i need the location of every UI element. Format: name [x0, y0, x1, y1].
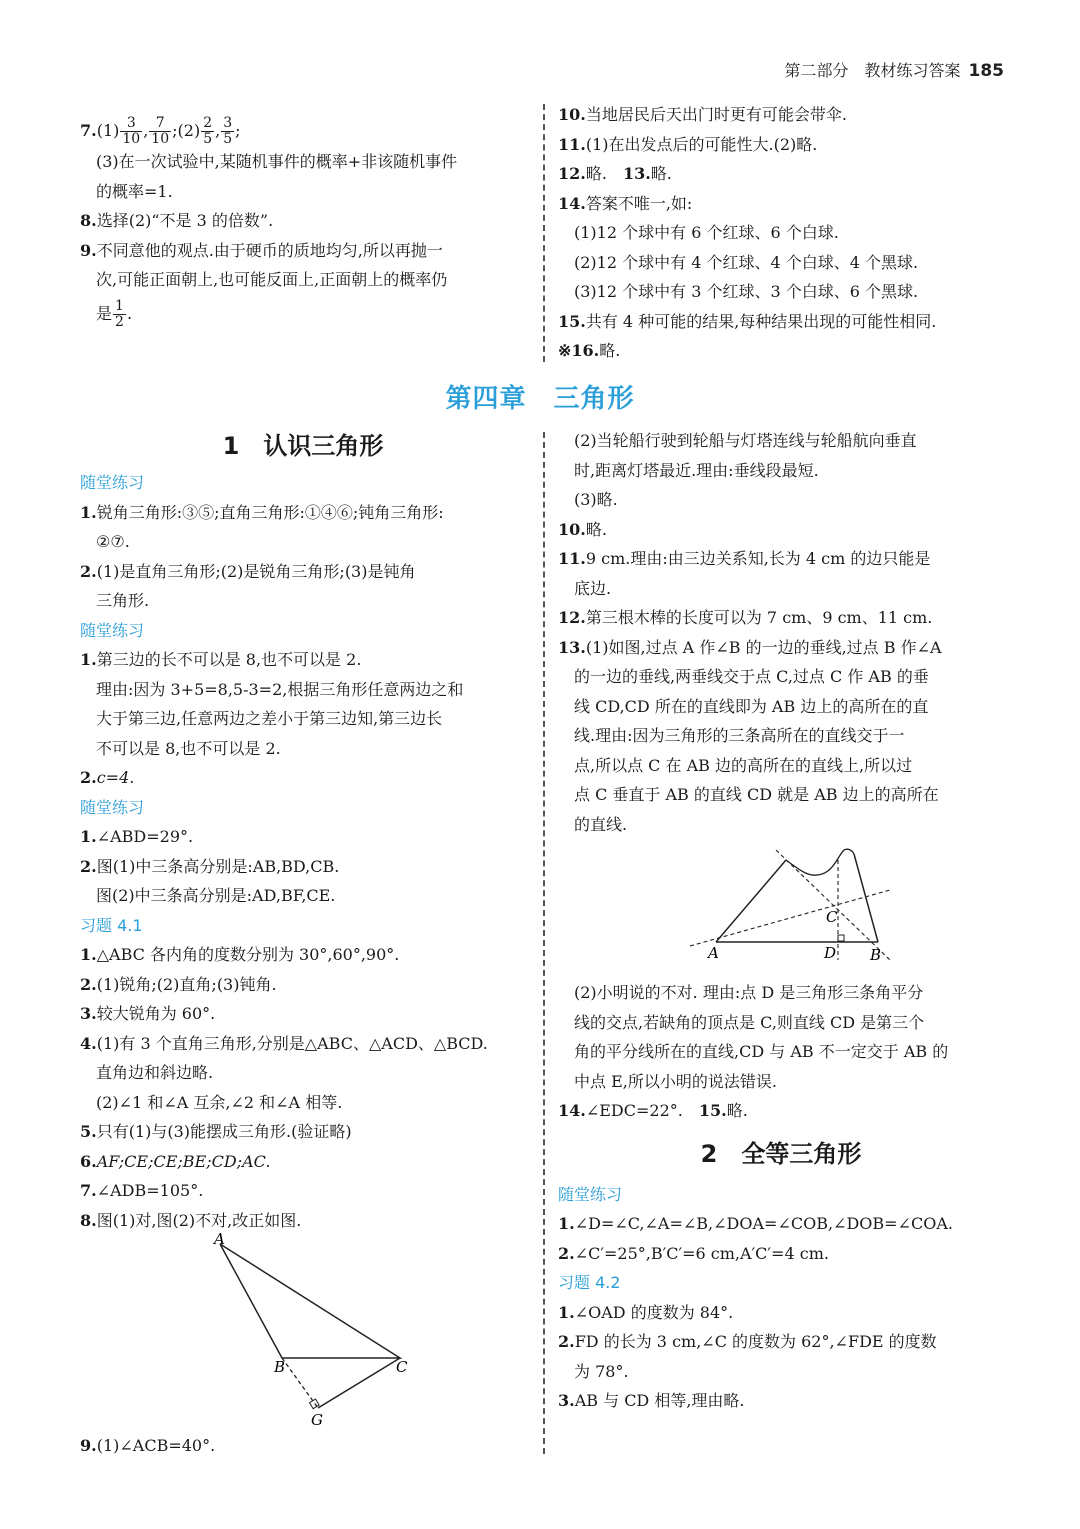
exercise-answer-9: 9.(1)∠ACB=40°. [80, 1436, 216, 1455]
exercise-4-2-answer-2: 2.FD 的长为 3 cm,∠C 的度数为 62°,∠FDE 的度数 [558, 1332, 937, 1351]
vertex-label-g: G [311, 1411, 323, 1428]
right-angle-mark-d [838, 935, 844, 941]
answer-7-line-2: (3)在一次试验中,某随机事件的概率+非该随机事件 [96, 152, 458, 171]
answer-11: 11.(1)在出发点后的可能性大.(2)略. [558, 134, 818, 154]
perpendicular-from-a [690, 890, 890, 946]
left-side [716, 860, 786, 942]
fraction: $\frac{1}{2}$ [115, 297, 124, 330]
answer-14-2: (2)12 个球中有 4 个红球、4 个白球、4 个黑球. [574, 252, 919, 272]
practice-2-answer-1-line-2: 理由:因为 3+5=8,5-3=2,根据三角形任意两边之和 [96, 679, 464, 699]
answer-7: 7.(1) $\frac{3}{10}$ , $\frac{7}{10}$ ;(2) $\frac{2}{5}$ , $\frac{3}{5}$ ; [80, 115, 241, 147]
chapter-title: 第四章 三角形 [445, 384, 635, 414]
subheading-practice: 随堂练习 [80, 473, 145, 492]
segment-cg [318, 1358, 400, 1408]
answer-9-line-2: 次,可能正面朝上,也可能反面上,正面朝上的概率仍 [96, 270, 448, 289]
exercise-answer-8: 8.图(1)对,图(2)不对,改正如图. [80, 1210, 302, 1230]
answer-11-line-2: 底边. [574, 578, 612, 598]
answer-13-2-line-4: 中点 E,所以小明的说法错误. [574, 1071, 777, 1091]
practice-3-answer-2-line-2: 图(2)中三条高分别是:AD,BF,CE. [96, 886, 336, 905]
section-title-1: 1 认识三角形 [222, 432, 384, 460]
triangle-figure-2 [690, 842, 910, 966]
exercise-answer-5: 5.只有(1)与(3)能摆成三角形.(验证略) [80, 1122, 352, 1141]
fraction: $\frac{3}{10}$ [122, 115, 141, 147]
point-label-d: D [824, 944, 837, 962]
practice-3-answer-2: 2.图(1)中三条高分别是:AB,BD,CB. [80, 856, 340, 876]
exercise-answer-2: 2.(1)锐角;(2)直角;(3)钝角. [80, 974, 277, 994]
answer-9-line-3: 是 $\frac{1}{2}$ . [96, 297, 133, 330]
exercise-answer-4-line-2: 直角边和斜边略. [96, 1063, 214, 1082]
vertex-label-a: A [708, 944, 719, 962]
practice-2-answer-1: 1.第三边的长不可以是 8,也不可以是 2. [80, 650, 362, 669]
answer-13-line-4: 线.理由:因为三角形的三条高所在的直线交于一 [574, 726, 905, 745]
fraction: $\frac{2}{5}$ [203, 115, 213, 147]
subheading-practice: 随堂练习 [80, 620, 145, 640]
answer-9-2-line-2: 时,距离灯塔最近.理由:垂线段最短. [574, 460, 819, 480]
answer-15: 15.共有 4 种可能的结果,每种结果出现的可能性相同. [558, 311, 937, 331]
top-right-column [558, 100, 1004, 366]
subheading-exercise-4-2: 习题 4.2 [558, 1273, 621, 1292]
exercise-4-2-answer-3: 3.AB 与 CD 相等,理由略. [558, 1391, 745, 1410]
answer-10: 10.当地居民后天出门时更有可能会带伞. [558, 105, 847, 124]
practice-1-answer-1-line-2: ②⑦. [96, 532, 130, 551]
fraction: $\frac{7}{10}$ [151, 115, 170, 147]
practice-4-answer-1: 1.∠D=∠C,∠A=∠B,∠DOA=∠COB,∠DOB=∠COA. [558, 1214, 953, 1233]
right-column [558, 426, 1004, 839]
triangle-abc [220, 1244, 400, 1358]
vertex-label-c: C [396, 1358, 408, 1376]
header-text: 第二部分 教材练习答案 [784, 61, 961, 80]
answer-14-3: (3)12 个球中有 3 个红球、3 个白球、6 个黑球. [574, 282, 919, 301]
subheading-practice: 随堂练习 [80, 797, 145, 817]
triangle-figure-1 [200, 1228, 430, 1428]
page-number: 185 [968, 61, 1004, 81]
practice-1-answer-1: 1.锐角三角形:③⑤;直角三角形:①④⑥;钝角三角形: [80, 502, 444, 522]
subheading-practice: 随堂练习 [558, 1184, 623, 1204]
practice-4-answer-2: 2.∠C′=25°,B′C′=6 cm,A′C′=4 cm. [558, 1243, 829, 1263]
answer-7-line-3: 的概率=1. [96, 181, 173, 201]
answer-11: 11.9 cm.理由:由三边关系知,长为 4 cm 的边只能是 [558, 549, 931, 568]
broken-corner [786, 849, 854, 875]
top-left-column [80, 115, 526, 333]
answer-13-2-line-1: (2)小明说的不对. 理由:点 D 是三角形三条角平分 [574, 983, 924, 1002]
answer-13-line-5: 点,所以点 C 在 AB 边的高所在的直线上,所以过 [574, 755, 913, 775]
exercise-answer-1: 1.△ABC 各内角的度数分别为 30°,60°,90°. [80, 945, 400, 964]
exercise-answer-4-line-3: (2)∠1 和∠A 互余,∠2 和∠A 相等. [96, 1092, 343, 1112]
point-label-c: C [826, 908, 838, 926]
answer-13: 13.(1)如图,过点 A 作∠B 的一边的垂线,过点 B 作∠A [558, 637, 942, 657]
vertex-label-a: A [214, 1230, 225, 1248]
answer-13-2-line-3: 角的平分线所在的直线,CD 与 AB 不一定交于 AB 的 [574, 1042, 949, 1061]
column-divider-top [543, 104, 545, 362]
answer-14-15: 14.∠EDC=22°. 15.略. [558, 1101, 748, 1120]
exercise-4-2-answer-2-line-2: 为 78°. [574, 1361, 629, 1381]
section-title-2: 2 全等三角形 [700, 1139, 862, 1168]
answer-13-line-6: 点 C 垂直于 AB 的直线 CD 就是 AB 边上的高所在 [574, 785, 939, 804]
subheading-exercise-4-1: 习题 4.1 [80, 915, 143, 935]
answer-14: 14.答案不唯一,如: [558, 193, 693, 213]
answer-14-1: (1)12 个球中有 6 个红球、6 个白球. [574, 223, 839, 242]
answer-9-2-line-1: (2)当轮船行驶到轮船与灯塔连线与轮船航向垂直 [574, 431, 917, 450]
answer-9: 9.不同意他的观点.由于硬币的质地均匀,所以再抛一 [80, 240, 443, 260]
practice-1-answer-2: 2.(1)是直角三角形;(2)是锐角三角形;(3)是钝角 [80, 561, 416, 581]
vertex-label-b: B [274, 1358, 286, 1376]
practice-2-answer-1-line-4: 不可以是 8,也不可以是 2. [96, 738, 281, 758]
left-column [80, 424, 526, 1235]
exercise-answer-3: 3.较大锐角为 60°. [80, 1004, 216, 1023]
left-column-end [80, 1431, 526, 1461]
page-header [784, 58, 1004, 81]
answer-13-line-3: 线 CD,CD 所在的直线即为 AB 边上的高所在的直 [574, 696, 929, 716]
column-divider-bottom [543, 432, 545, 1454]
answer-8: 8.选择(2)“不是 3 的倍数”. [80, 211, 274, 230]
exercise-answer-4: 4.(1)有 3 个直角三角形,分别是△ABC、△ACD、△BCD. [80, 1033, 488, 1053]
practice-1-answer-2-line-2: 三角形. [96, 591, 150, 610]
exercise-answer-6: 6.AF;CE;CE;BE;CD;AC. [80, 1151, 271, 1171]
answer-10: 10.略. [558, 519, 607, 539]
right-column-lower [558, 978, 1004, 1416]
practice-2-answer-1-line-3: 大于第三边,任意两边之差小于第三边知,第三边长 [96, 709, 443, 728]
answer-13-line-7: 的直线. [574, 814, 628, 834]
exercise-4-2-answer-1: 1.∠OAD 的度数为 84°. [558, 1302, 734, 1322]
answer-13-line-2: 的一边的垂线,两垂线交于点 C,过点 C 作 AB 的垂 [574, 667, 929, 686]
answer-16: ※16.略. [558, 341, 621, 360]
answer-9-3: (3)略. [574, 490, 618, 509]
fraction: $\frac{3}{5}$ [223, 115, 233, 147]
answer-13-2-line-2: 线的交点,若缺角的顶点是 C,则直线 CD 是第三个 [574, 1012, 925, 1032]
exercise-answer-7: 7.∠ADB=105°. [80, 1181, 204, 1200]
vertex-label-b: B [870, 946, 882, 964]
answer-12-13: 12.略. 13.略. [558, 164, 672, 183]
practice-3-answer-1: 1.∠ABD=29°. [80, 827, 194, 846]
practice-2-answer-2: 2.c=4. [80, 768, 135, 787]
answer-12: 12.第三根木棒的长度可以为 7 cm、9 cm、11 cm. [558, 608, 933, 627]
